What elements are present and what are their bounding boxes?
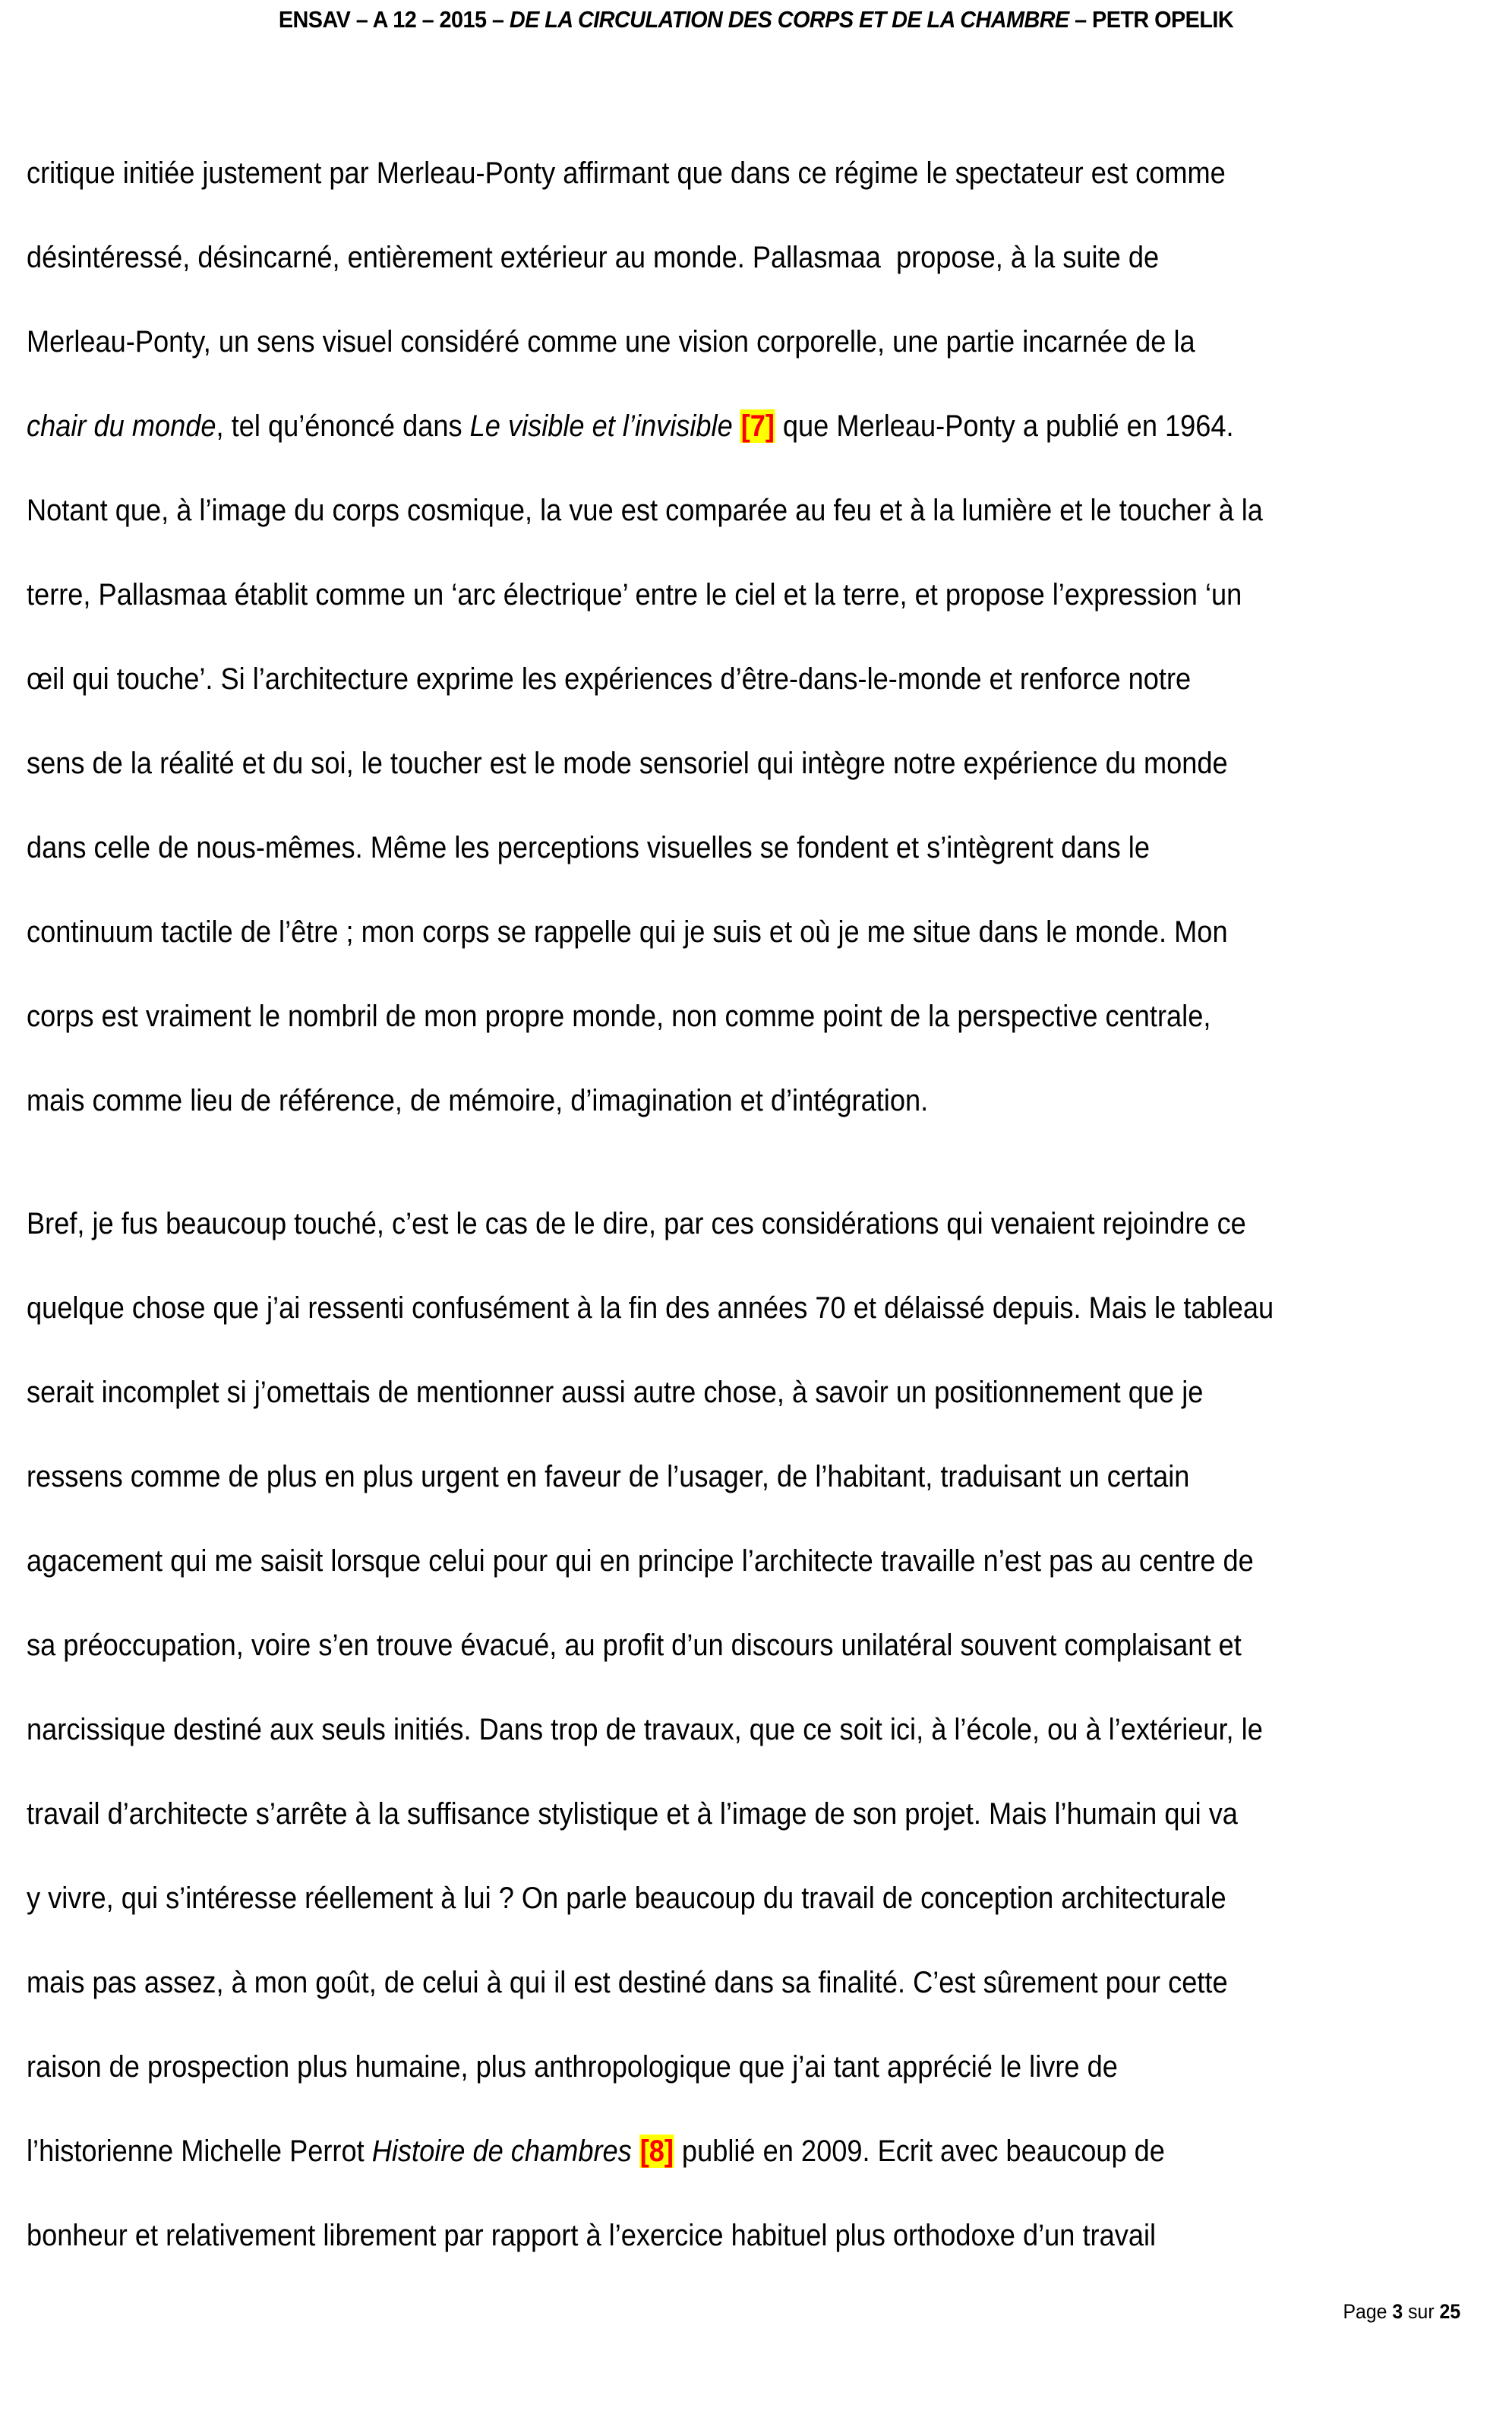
text-line (27, 577, 1242, 613)
text-run: terre, Pallasmaa établit comme un ‘arc électrique’ entre le ciel et la terre, et propose l’expression ‘un (27, 578, 1242, 611)
text-run: corps est vraiment le nombril de mon propre monde, non comme point de la perspective centrale, (27, 1000, 1211, 1033)
text-run: y vivre, qui s’intéresse réellement à lui ? On parle beaucoup du travail de conception architecturale (27, 1882, 1226, 1915)
text-line (27, 2217, 1156, 2254)
text-line (27, 1374, 1203, 1411)
text-run: l’historienne Michelle Perrot (27, 2135, 372, 2168)
text-run: mais comme lieu de référence, de mémoire, d’imagination et d’intégration. (27, 1084, 929, 1117)
text-run: publié en 2009. Ecrit avec beaucoup de (674, 2135, 1165, 2168)
text-run: , tel qu’énoncé dans (216, 409, 470, 443)
header-author: – PETR OPELIK (1069, 6, 1234, 33)
text-line (27, 661, 1191, 697)
text-line (27, 1543, 1254, 1579)
text-run: narcissique destiné aux seuls initiés. Dans trop de travaux, que ce soit ici, à l’école, ou à l’extérieur, le (27, 1713, 1263, 1746)
running-header (53, 6, 1460, 33)
text-line (27, 1627, 1242, 1664)
italic-title: Le visible et l’invisible (469, 409, 733, 443)
text-line (27, 2049, 1118, 2085)
text-line (27, 745, 1228, 782)
text-run: désintéressé, désincarné, entièrement extérieur au monde. Pallasmaa propose, à la suite de (27, 241, 1160, 274)
text-run: mais pas assez, à mon goût, de celui à qui il est destiné dans sa finalité. C’est sûrement pour cette (27, 1966, 1228, 1999)
italic-title: chair du monde (27, 409, 216, 443)
text-run: que Merleau-Ponty a publié en 1964. (775, 409, 1234, 443)
text-line (27, 829, 1150, 866)
text-run: dans celle de nous-mêmes. Même les perceptions visuelles se fondent et s’intègrent dans le (27, 831, 1150, 864)
text-run: quelque chose que j’ai ressenti confusément à la fin des années 70 et délaissé depuis. Mais le tableau (27, 1291, 1274, 1325)
text-run: sa préoccupation, voire s’en trouve évacué, au profit d’un discours unilatéral souvent complaisant et (27, 1629, 1242, 1662)
citation-reference[interactable]: [8] (639, 2135, 674, 2168)
page-total: 25 (1439, 2300, 1460, 2323)
text-line (27, 492, 1263, 529)
text-line (27, 408, 1234, 444)
text-run: travail d’architecte s’arrête à la suffisance stylistique et à l’image de son projet. Mais l’humain qui va (27, 1797, 1238, 1831)
text-line (27, 2133, 1165, 2169)
text-line (27, 324, 1195, 360)
text-line (27, 155, 1226, 191)
text-line (27, 914, 1228, 950)
text-run: sens de la réalité et du soi, le toucher est le mode sensoriel qui intègre notre expérience du monde (27, 747, 1228, 780)
page-of-label: sur (1403, 2300, 1440, 2323)
text-run: Notant que, à l’image du corps cosmique, la vue est comparée au feu et à la lumière et le toucher à la (27, 494, 1263, 527)
page-footer (1343, 2300, 1460, 2324)
text-run: Merleau-Ponty, un sens visuel considéré comme une vision corporelle, une partie incarnée de la (27, 325, 1195, 359)
text-line (27, 1964, 1228, 2001)
text-run: bonheur et relativement librement par rapport à l’exercice habituel plus orthodoxe d’un travail (27, 2219, 1157, 2252)
text-run (632, 2135, 639, 2168)
text-line (27, 1711, 1263, 1748)
text-line (27, 1290, 1274, 1326)
header-prefix: ENSAV – A 12 – 2015 – (278, 6, 510, 33)
text-run: œil qui touche’. Si l’architecture exprime les expériences d’être-dans-le-monde et renforce notre (27, 662, 1192, 696)
text-run: ressens comme de plus en plus urgent en faveur de l’usager, de l’habitant, traduisant un certain (27, 1460, 1190, 1493)
text-line (27, 1796, 1238, 1832)
text-line (27, 1880, 1226, 1916)
text-run: serait incomplet si j’omettais de mentionner aussi autre chose, à savoir un positionnement que je (27, 1376, 1204, 1409)
page-number: 3 (1392, 2300, 1403, 2323)
text-run: critique initiée justement par Merleau-Ponty affirmant que dans ce régime le spectateur est comme (27, 156, 1226, 190)
text-line (27, 1458, 1189, 1495)
page-label: Page (1343, 2300, 1393, 2323)
text-run (733, 409, 740, 443)
text-line (27, 1206, 1246, 1242)
text-run: continuum tactile de l’être ; mon corps se rappelle qui je suis et où je me situe dans le monde. Mon (27, 915, 1228, 949)
text-run: agacement qui me saisit lorsque celui pour qui en principe l’architecte travaille n’est pas au centre de (27, 1544, 1254, 1578)
italic-title: Histoire de chambres (371, 2135, 632, 2168)
text-line (27, 998, 1211, 1035)
text-line (27, 1082, 928, 1119)
header-title: DE LA CIRCULATION DES CORPS ET DE LA CHAMBRE (509, 6, 1069, 33)
citation-reference[interactable]: [7] (740, 409, 775, 443)
text-run: Bref, je fus beaucoup touché, c’est le cas de le dire, par ces considérations qui venaient rejoindre ce (27, 1207, 1246, 1240)
text-line (27, 239, 1159, 276)
text-run: raison de prospection plus humaine, plus anthropologique que j’ai tant apprécié le livre de (27, 2050, 1118, 2084)
